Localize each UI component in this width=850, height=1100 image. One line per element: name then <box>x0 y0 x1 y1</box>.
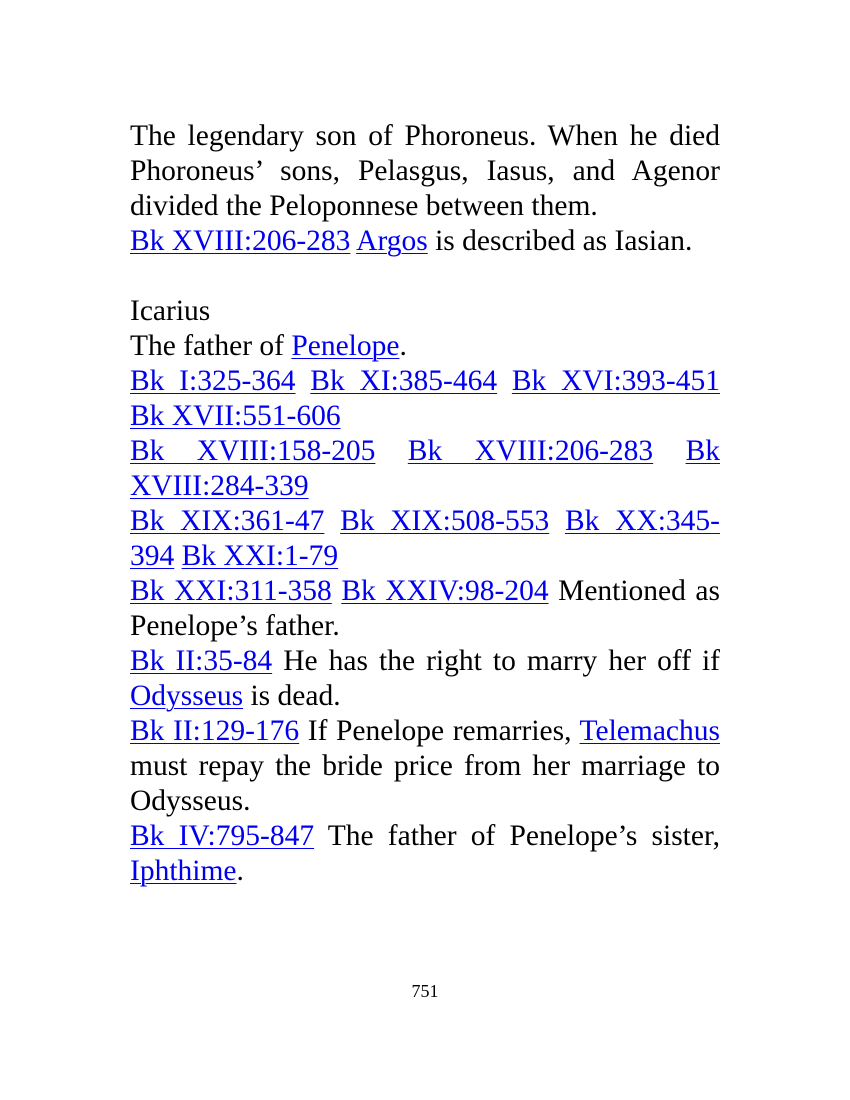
cross-reference-link[interactable]: Bk XVIII:206-283 <box>407 435 654 467</box>
icarius-note-iphthime <box>130 819 720 889</box>
cross-reference-link[interactable]: Bk XI:385-464 <box>310 365 498 397</box>
icarius-references-4 <box>130 574 720 644</box>
body-text <box>332 575 342 607</box>
body-text: The father of <box>130 330 292 362</box>
cross-reference-link[interactable]: Bk XXI:311-358 <box>130 575 332 607</box>
cross-reference-link[interactable]: Bk XVI:393-451 <box>511 365 720 397</box>
body-text: must repay the bride price from her marriage to Odysseus. <box>130 750 720 817</box>
body-text <box>549 505 565 537</box>
body-text: Mentioned as Penelope’s father. <box>130 575 720 642</box>
argos-reference <box>130 224 720 259</box>
icarius-description <box>130 329 720 364</box>
body-text <box>375 435 407 467</box>
cross-reference-link[interactable]: Bk IV:795-847 <box>130 820 315 852</box>
cross-reference-link[interactable]: Bk XVII:551-606 <box>130 400 341 432</box>
icarius-note-bride-price <box>130 714 720 819</box>
cross-reference-link[interactable]: Bk XVIII:284-339 <box>130 435 720 502</box>
body-text <box>497 365 512 397</box>
body-text: is dead. <box>243 680 341 712</box>
cross-reference-link[interactable]: Odysseus <box>130 680 244 712</box>
cross-reference-link[interactable]: Bk II:129-176 <box>130 715 300 747</box>
cross-reference-link[interactable]: Telemachus <box>579 715 721 747</box>
cross-reference-link[interactable]: Penelope <box>291 330 400 362</box>
icarius-references-3 <box>130 504 720 574</box>
page-number: 751 <box>411 981 439 1001</box>
cross-reference-link[interactable]: Bk XIX:508-553 <box>340 505 550 537</box>
body-text <box>174 540 181 572</box>
cross-reference-link[interactable]: Bk XVIII:158-205 <box>130 435 376 467</box>
icarius-references-2 <box>130 434 720 504</box>
cross-reference-link[interactable]: Bk XVIII:206-283 <box>130 225 351 257</box>
intro-paragraph <box>130 119 720 224</box>
body-text: The legendary son of Phoroneus. When he died Phoroneus’ sons, Pelasgus, Iasus, and Agenor divided the Peloponnese between them. <box>130 120 720 222</box>
body-text: Icarius <box>130 295 211 327</box>
body-text: If Penelope remarries, <box>299 715 580 747</box>
icarius-references-1 <box>130 364 720 434</box>
blank-line <box>130 259 720 294</box>
body-text <box>296 365 311 397</box>
cross-reference-link[interactable]: Argos <box>356 225 428 257</box>
cross-reference-link[interactable]: Bk I:325-364 <box>130 365 296 397</box>
cross-reference-link[interactable]: Bk II:35-84 <box>130 645 273 677</box>
cross-reference-link[interactable]: Bk XXI:1-79 <box>181 540 339 572</box>
icarius-note-marriage <box>130 644 720 714</box>
body-text: The father of Penelope’s sister, <box>314 820 720 852</box>
body-text: He has the right to marry her off if <box>272 645 721 677</box>
document-body <box>130 119 720 889</box>
cross-reference-link[interactable]: Bk XIX:361-47 <box>130 505 325 537</box>
body-text <box>324 505 340 537</box>
body-text <box>653 435 685 467</box>
body-text: is described as Iasian. <box>427 225 693 257</box>
body-text: . <box>236 855 244 887</box>
body-text: . <box>399 330 407 362</box>
cross-reference-link[interactable]: Iphthime <box>130 855 237 887</box>
cross-reference-link[interactable]: Bk XXIV:98-204 <box>341 575 549 607</box>
cross-reference-link[interactable]: Bk XX:345-394 <box>130 505 720 572</box>
entry-heading-icarius <box>130 294 720 329</box>
